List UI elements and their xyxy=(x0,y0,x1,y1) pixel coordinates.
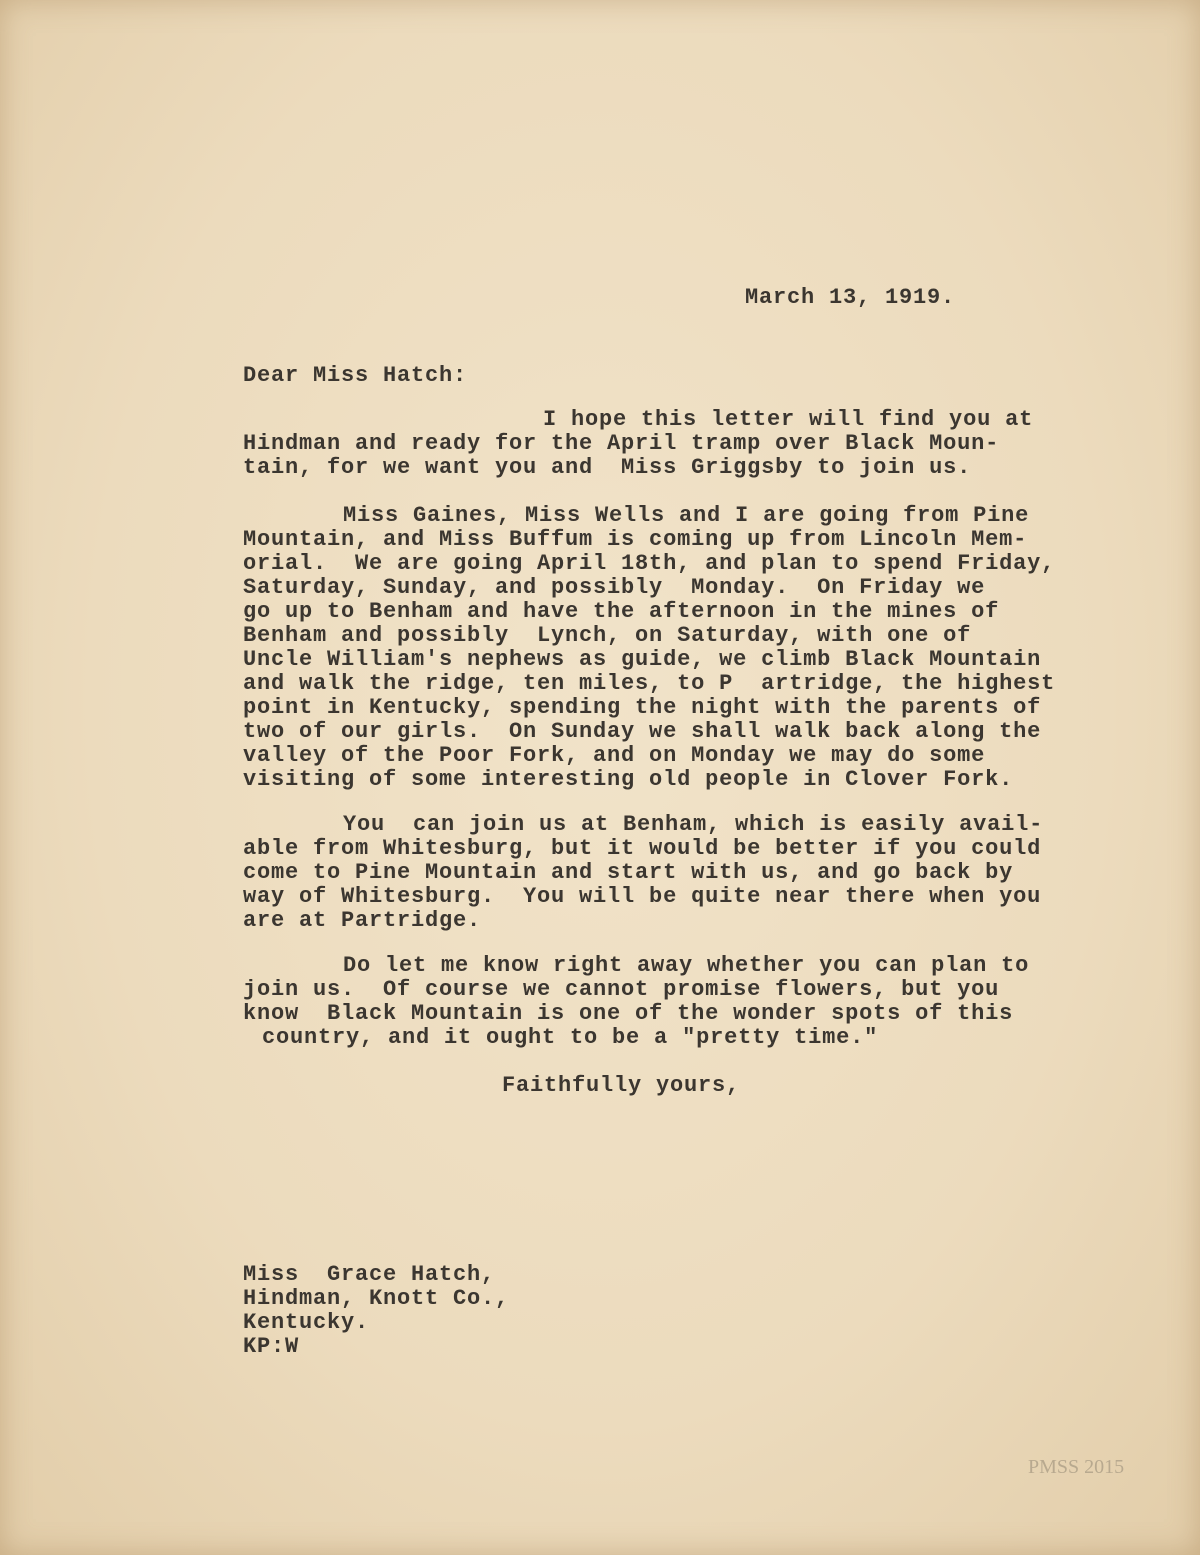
address-line: Kentucky. xyxy=(243,1310,370,1335)
closing: Faithfully yours, xyxy=(502,1073,741,1098)
text-line: are at Partridge. xyxy=(243,908,482,933)
text-line: tain, for we want you and Miss Griggsby to join us. xyxy=(243,455,972,480)
text-line: You can join us at Benham, which is easily avail- xyxy=(343,812,1044,837)
paragraph-3 xyxy=(243,813,1043,933)
address-line: Hindman, Knott Co., xyxy=(243,1286,510,1311)
text-line: Benham and possibly Lynch, on Saturday, with one of xyxy=(243,623,972,648)
paragraph-2 xyxy=(243,504,1055,792)
text-line: Miss Gaines, Miss Wells and I are going from Pine xyxy=(343,503,1030,528)
text-line: and walk the ridge, ten miles, to P artridge, the highest xyxy=(243,671,1056,696)
text-line: able from Whitesburg, but it would be better if you could xyxy=(243,836,1042,861)
paragraph-1 xyxy=(243,408,1033,480)
address-line: Miss Grace Hatch, xyxy=(243,1262,496,1287)
text-line: I hope this letter will find you at xyxy=(543,407,1034,432)
text-line: way of Whitesburg. You will be quite near there when you xyxy=(243,884,1042,909)
archive-watermark: PMSS 2015 xyxy=(1028,1456,1125,1478)
text-line: Saturday, Sunday, and possibly Monday. On Friday we xyxy=(243,575,986,600)
text-line: Do let me know right away whether you can plan to xyxy=(343,953,1030,978)
salutation: Dear Miss Hatch: xyxy=(243,363,468,388)
text-line: two of our girls. On Sunday we shall walk back along the xyxy=(243,719,1042,744)
text-line: point in Kentucky, spending the night with the parents of xyxy=(243,695,1042,720)
text-line: country, and it ought to be a "pretty time." xyxy=(262,1025,879,1050)
text-line: Hindman and ready for the April tramp over Black Moun- xyxy=(243,431,1000,456)
text-line: orial. We are going April 18th, and plan to spend Friday, xyxy=(243,551,1056,576)
text-line: join us. Of course we cannot promise flowers, but you xyxy=(243,977,1000,1002)
paragraph-4 xyxy=(243,954,1029,1050)
text-line: Uncle William's nephews as guide, we climb Black Mountain xyxy=(243,647,1042,672)
recipient-address xyxy=(243,1263,509,1359)
text-line: Mountain, and Miss Buffum is coming up from Lincoln Mem- xyxy=(243,527,1028,552)
text-line: go up to Benham and have the afternoon in the mines of xyxy=(243,599,1000,624)
text-line: come to Pine Mountain and start with us, and go back by xyxy=(243,860,1014,885)
text-line: valley of the Poor Fork, and on Monday we may do some xyxy=(243,743,986,768)
address-line: KP:W xyxy=(243,1334,300,1359)
text-line: visiting of some interesting old people in Clover Fork. xyxy=(243,767,1014,792)
letter-date: March 13, 1919. xyxy=(745,285,956,310)
text-line: know Black Mountain is one of the wonder spots of this xyxy=(243,1001,1014,1026)
